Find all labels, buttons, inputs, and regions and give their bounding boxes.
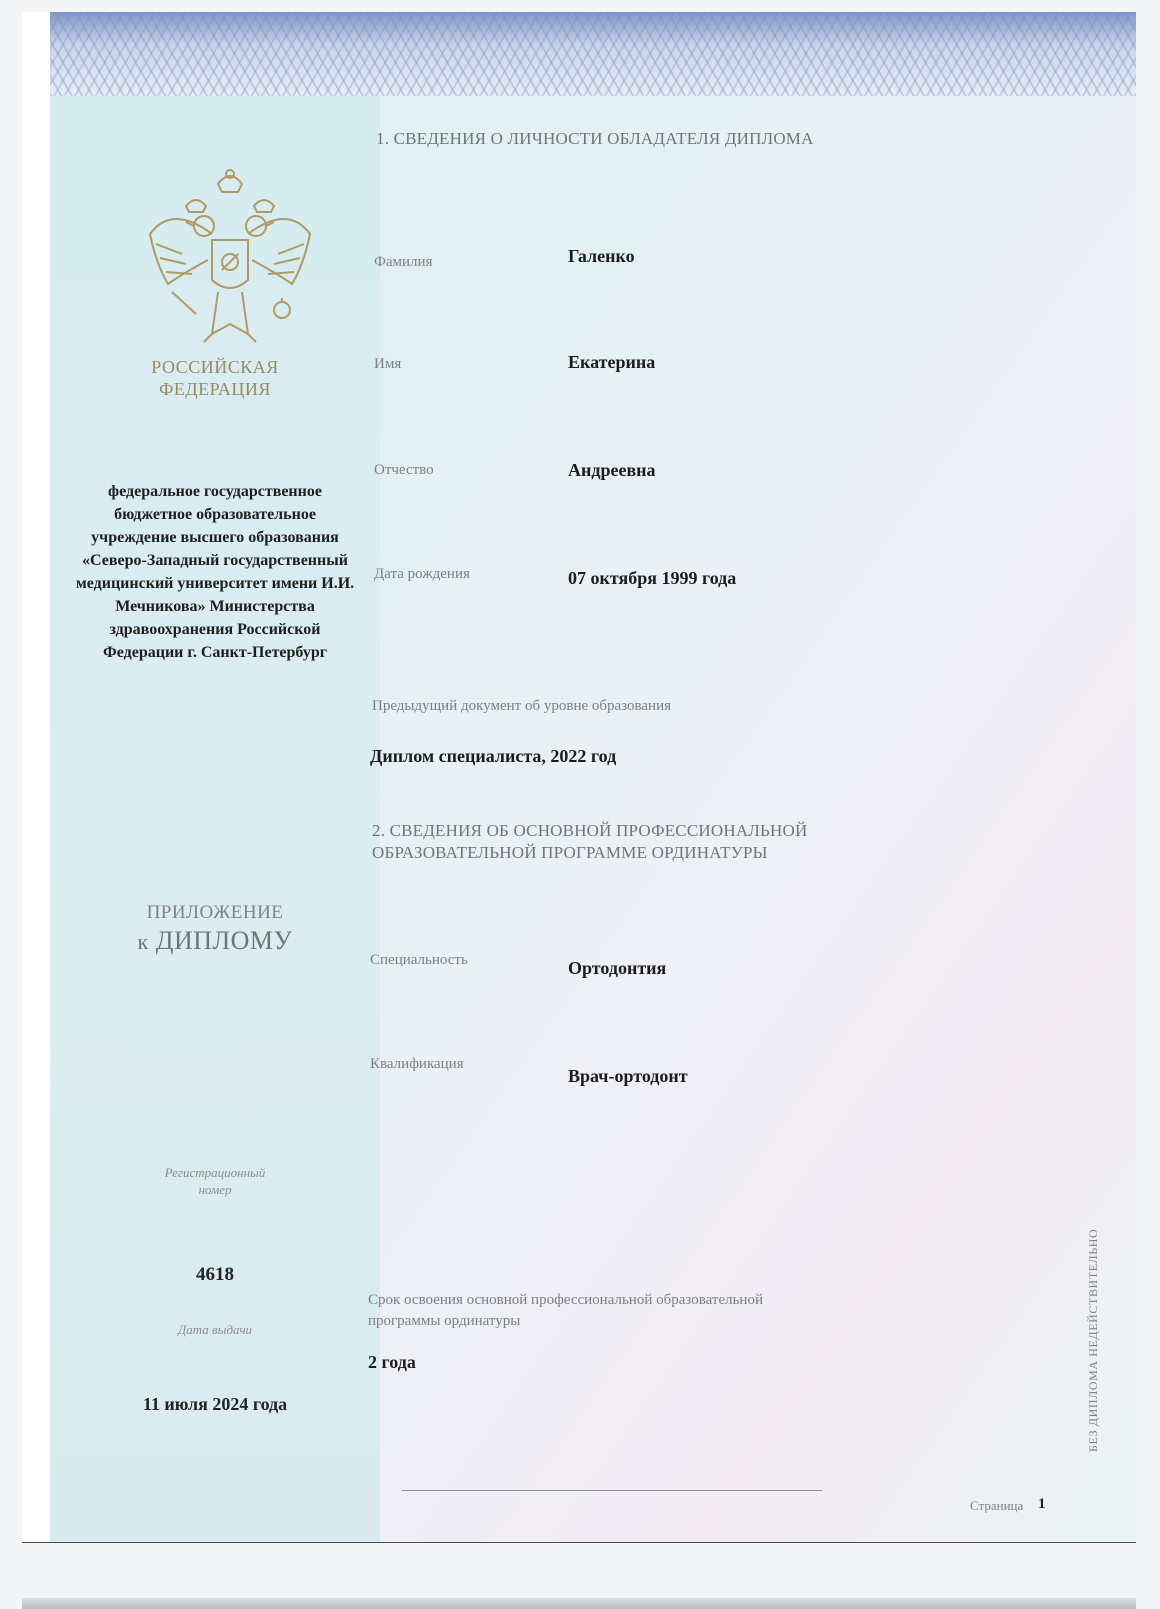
page-gap	[0, 1543, 1160, 1598]
registration-label-line-1: Регистрационный	[164, 1165, 266, 1180]
program-duration-label-line-2: программы ординатуры	[368, 1313, 521, 1329]
program-duration-label-line-1: Срок освоения основной профессиональной образовательной	[368, 1292, 763, 1308]
registration-number: 4618	[196, 1264, 234, 1285]
program-duration-value: 2 года	[368, 1352, 416, 1372]
qualification-label: Квалификация	[370, 1056, 464, 1072]
birth-date-value: 07 октября 1999 года	[568, 568, 737, 588]
registration-number-label	[50, 1164, 380, 1198]
section-2-heading	[372, 820, 807, 864]
page-label: Страница	[970, 1498, 1024, 1513]
validity-note: БЕЗ ДИПЛОМА НЕДЕЙСТВИТЕЛЬНО	[1086, 1228, 1100, 1452]
patronymic-label: Отчество	[374, 462, 434, 478]
section-2-heading-line-2: ОБРАЗОВАТЕЛЬНОЙ ПРОГРАММЕ ОРДИНАТУРЫ	[372, 843, 768, 862]
specialty-value: Ортодонтия	[568, 958, 667, 978]
appendix-title-line-1: ПРИЛОЖЕНИЕ	[146, 902, 284, 923]
appendix-preposition: к	[137, 929, 149, 954]
issue-date-label: Дата выдачи	[177, 1322, 253, 1337]
patronymic-value: Андреевна	[568, 460, 656, 480]
signature-line	[402, 1490, 822, 1491]
page-number: 1	[1038, 1496, 1046, 1512]
next-page-edge	[22, 1598, 1136, 1609]
country-line-2: ФЕДЕРАЦИЯ	[159, 379, 271, 399]
left-margin	[22, 12, 50, 1542]
specialty-label: Специальность	[370, 952, 468, 968]
issue-date: 11 июля 2024 года	[142, 1394, 288, 1414]
diploma-appendix-page	[22, 12, 1136, 1542]
name-label: Имя	[374, 356, 402, 372]
surname-value: Галенко	[568, 246, 635, 266]
country-name	[50, 356, 380, 400]
birth-date-label: Дата рождения	[374, 566, 470, 582]
country-line-1: РОССИЙСКАЯ	[151, 357, 279, 377]
sidebar	[50, 96, 380, 1542]
russian-coat-of-arms-icon	[142, 164, 318, 348]
appendix-title-line-2	[50, 926, 380, 956]
appendix-word: ДИПЛОМУ	[155, 926, 293, 955]
name-value: Екатерина	[568, 352, 656, 372]
guilloche-band	[50, 12, 1136, 96]
qualification-value: Врач-ортодонт	[568, 1066, 688, 1086]
program-duration-label	[368, 1290, 763, 1332]
institution-name: федеральное государственное бюджетное образовательное учреждение высшего образования «Северо-Западный государственный медицинский университет имени И.И. Мечникова» Министерства здравоохранения Российской Федерации г. Санкт-Петербург	[75, 483, 355, 661]
section-1-heading: 1. СВЕДЕНИЯ О ЛИЧНОСТИ ОБЛАДАТЕЛЯ ДИПЛОМА	[376, 129, 814, 148]
registration-label-line-2: номер	[198, 1182, 232, 1197]
surname-label: Фамилия	[374, 254, 433, 270]
previous-document-label: Предыдущий документ об уровне образования	[372, 698, 672, 714]
previous-document-value: Диплом специалиста, 2022 год	[370, 746, 617, 766]
section-2-heading-line-1: 2. СВЕДЕНИЯ ОБ ОСНОВНОЙ ПРОФЕССИОНАЛЬНОЙ	[372, 821, 808, 840]
